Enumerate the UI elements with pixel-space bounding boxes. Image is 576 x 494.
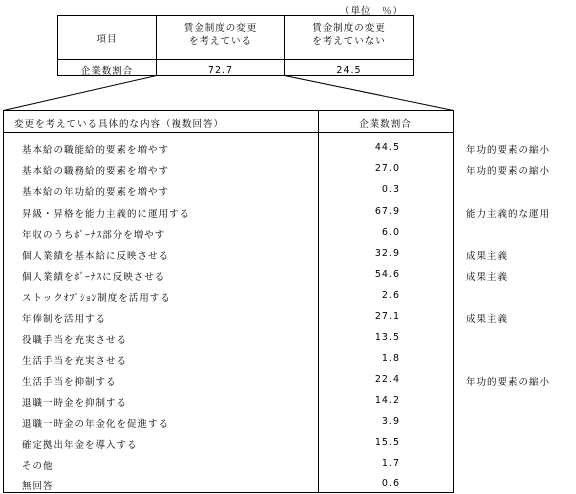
row-value: 44.5: [374, 142, 400, 153]
row-label: その他: [22, 461, 54, 472]
row-note: 成果主義: [466, 251, 509, 262]
row-label: 基本給の職能給的要素を増やす: [22, 145, 170, 156]
row-note: 年功的要素の縮小: [466, 166, 551, 177]
row-value: 27.0: [374, 163, 400, 174]
row-label: 確定拠出年金を導入する: [22, 440, 138, 451]
row-value: 15.5: [374, 437, 400, 448]
row-label: 昇級・昇格を能力主義的に運用する: [22, 209, 191, 220]
detail-header-content: 変更を考えている具体的な内容（複数回答）: [14, 119, 225, 130]
row-value: 3.9: [381, 416, 400, 427]
summary-col-item: 項目: [96, 34, 118, 45]
row-label: 生活手当を抑制する: [22, 377, 117, 388]
summary-row-label: 企業数割合: [80, 66, 134, 77]
row-label: 基本給の職務給的要素を増やす: [22, 166, 170, 177]
row-value: 54.6: [374, 269, 400, 280]
row-label: 役職手当を充実させる: [22, 335, 128, 346]
row-label: 退職一時金の年金化を促進する: [22, 419, 170, 430]
row-value: 32.9: [374, 248, 400, 259]
row-label: 個人業績をﾎﾞｰﾅｽに反映させる: [22, 272, 166, 283]
row-label: ストックｵﾌﾟｼｮﾝ制度を活用する: [22, 293, 171, 304]
row-value: 1.8: [381, 353, 400, 364]
row-note: 年功的要素の縮小: [466, 377, 551, 388]
row-label: 退職一時金を抑制する: [22, 398, 128, 409]
row-value: 0.6: [381, 478, 400, 489]
row-value: 14.2: [374, 395, 400, 406]
row-value: 6.0: [381, 227, 400, 238]
row-note: 能力主義的な運用: [466, 209, 551, 220]
row-label: 個人業績を基本給に反映させる: [22, 251, 170, 262]
row-label: 年収のうちﾎﾞｰﾅｽ部分を増やす: [22, 230, 166, 241]
row-value: 0.3: [381, 184, 400, 195]
summary-col-nochange: 賃金制度の変更 を考えていない: [312, 23, 386, 47]
row-note: 成果主義: [466, 314, 509, 325]
row-value: 22.4: [374, 374, 400, 385]
summary-nochange-value: 24.5: [336, 65, 362, 76]
row-label: 生活手当を充実させる: [22, 356, 128, 367]
row-label: 基本給の年功給的要素を増やす: [22, 187, 170, 198]
row-note: 年功的要素の縮小: [466, 145, 551, 156]
summary-change-value: 72.7: [207, 65, 234, 76]
row-value: 13.5: [374, 332, 400, 343]
row-label: 年俸制を活用する: [22, 314, 107, 325]
row-value: 1.7: [381, 458, 400, 469]
row-value: 67.9: [374, 206, 400, 217]
unit-note: （単位 ％）: [340, 6, 404, 17]
row-note: 成果主義: [466, 272, 509, 283]
row-value: 27.1: [374, 311, 400, 322]
row-value: 2.6: [381, 290, 400, 301]
detail-header-ratio: 企業数割合: [359, 119, 412, 130]
row-label: 無回答: [22, 481, 54, 492]
summary-col-change: 賃金制度の変更 を考えている: [183, 23, 258, 47]
